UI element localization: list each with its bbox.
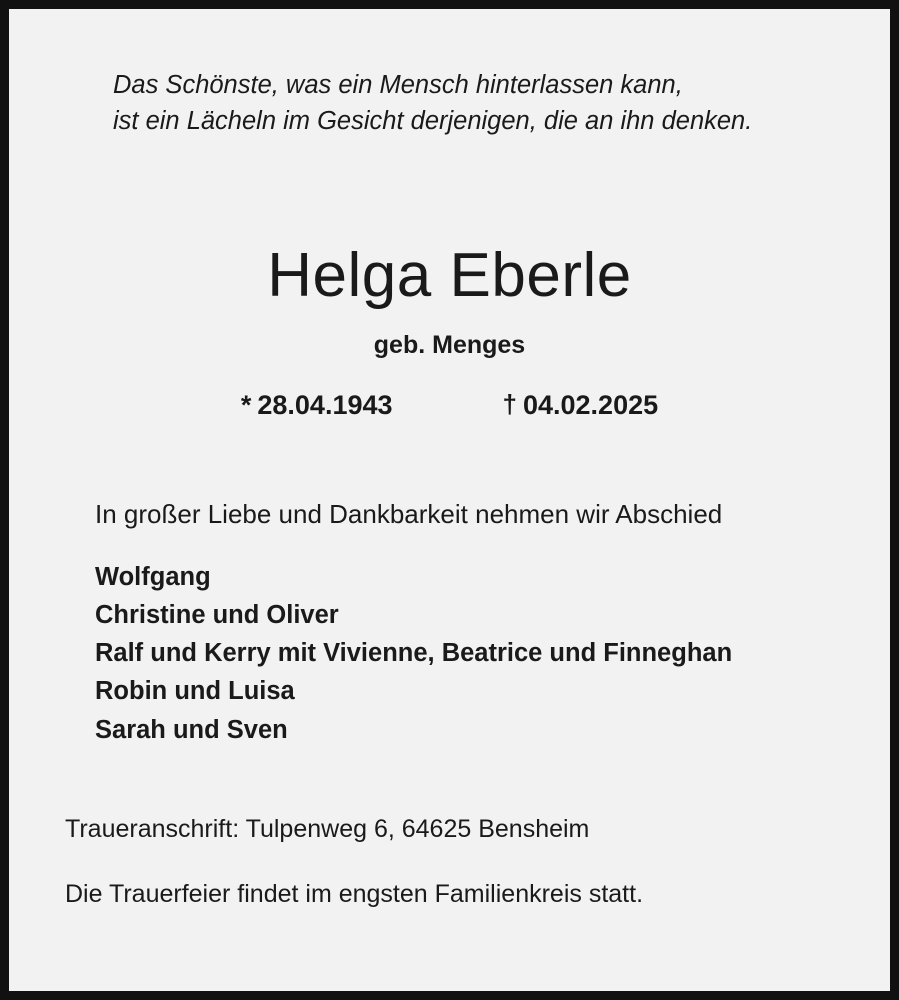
mourning-address: Traueranschrift: Tulpenweg 6, 64625 Bensheim — [65, 814, 590, 843]
cross-icon: † — [502, 388, 517, 419]
ceremony-note: Die Trauerfeier findet im engsten Familienkreis statt. — [65, 879, 644, 908]
list-item: Wolfgang — [95, 562, 211, 591]
mourners-list — [95, 558, 834, 749]
farewell-intro: In großer Liebe und Dankbarkeit nehmen wir Abschied — [95, 498, 723, 529]
list-item: Christine und Oliver — [95, 600, 339, 629]
birth-date-item — [241, 390, 393, 421]
footer-info — [65, 815, 834, 909]
list-item: Robin und Luisa — [95, 677, 295, 706]
life-dates — [65, 390, 834, 421]
list-item: Sarah und Sven — [95, 715, 288, 744]
death-date-item — [503, 390, 659, 421]
birth-date: 28.04.1943 — [257, 389, 393, 420]
name-block — [65, 243, 834, 420]
maiden-name: geb. Menges — [373, 330, 526, 359]
list-item: Ralf und Kerry mit Vivienne, Beatrice und Finneghan — [95, 639, 733, 667]
epitaph — [113, 67, 834, 139]
deceased-name: Helga Eberle — [267, 241, 632, 311]
epitaph-line-2: ist ein Lächeln im Gesicht derjenigen, die an ihn denken. — [113, 107, 753, 136]
epitaph-line-1: Das Schönste, was ein Mensch hinterlassen kann, — [113, 71, 683, 99]
death-date: 04.02.2025 — [522, 389, 659, 420]
star-icon: * — [240, 389, 252, 420]
